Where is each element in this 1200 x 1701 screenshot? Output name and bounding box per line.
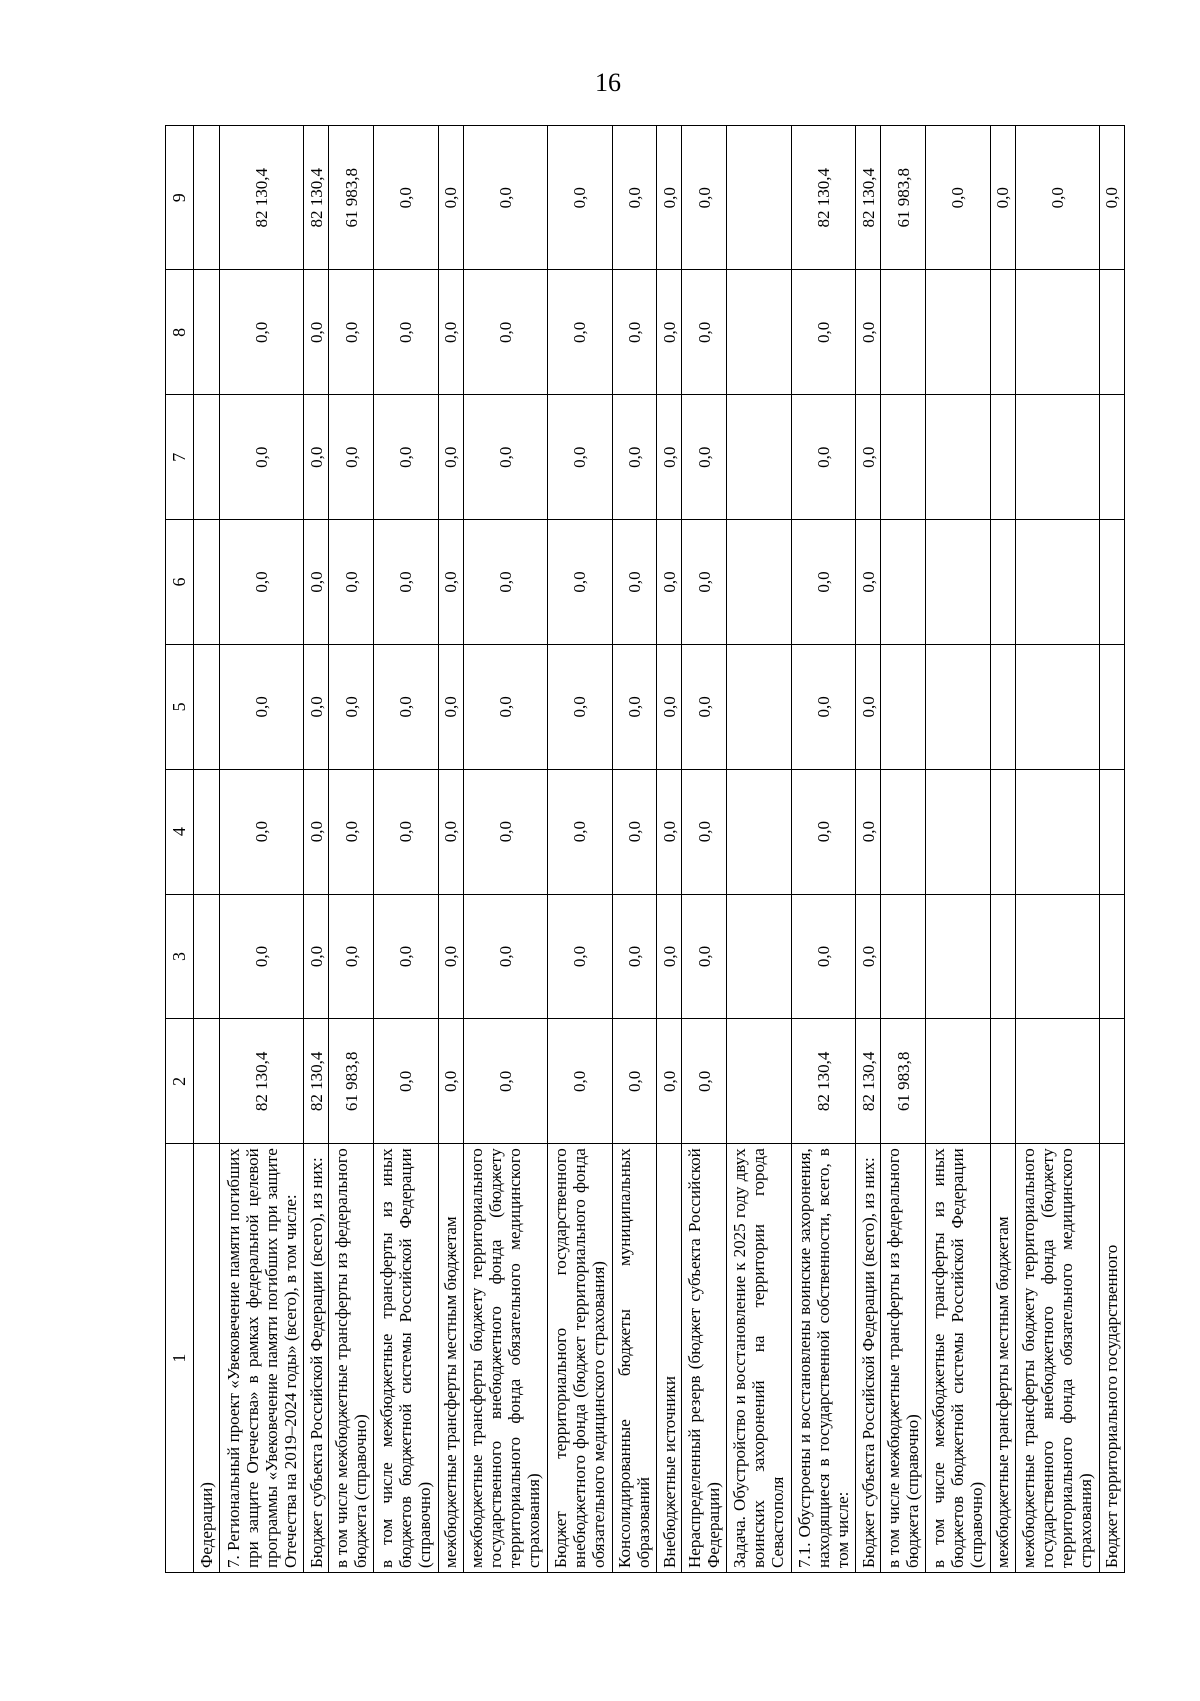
value-cell: 0,0 (682, 769, 727, 894)
table-cell (194, 395, 220, 520)
value-cell: 0,0 (304, 395, 329, 520)
value-cell (881, 894, 926, 1019)
value-cell: 0,0 (220, 395, 304, 520)
value-cell: 0,0 (374, 270, 439, 395)
value-cell: 0,0 (856, 894, 881, 1019)
value-cell: 0,0 (220, 270, 304, 395)
value-cell: 0,0 (463, 395, 547, 520)
value-cell: 61 983,8 (881, 1019, 926, 1144)
table-row (463, 126, 547, 1573)
value-cell (925, 769, 990, 894)
value-cell (881, 395, 926, 520)
value-cell (727, 644, 792, 769)
value-cell: 0,0 (548, 395, 613, 520)
value-cell (990, 1019, 1015, 1144)
value-cell: 0,0 (682, 126, 727, 270)
value-cell: 0,0 (463, 520, 547, 645)
value-cell (1099, 644, 1124, 769)
column-header: 2 (166, 1019, 194, 1144)
value-cell: 0,0 (791, 270, 856, 395)
value-cell: 0,0 (463, 894, 547, 1019)
value-cell: 0,0 (612, 520, 657, 645)
value-cell: 82 130,4 (856, 126, 881, 270)
value-cell: 0,0 (657, 1019, 682, 1144)
value-cell (925, 894, 990, 1019)
row-label: межбюджетные трансферты бюджету территориального государственного внебюджетного фонда (бюджету территориального фонда обязательного медицинского страхования) (1015, 1144, 1099, 1573)
value-cell: 0,0 (304, 894, 329, 1019)
value-cell: 0,0 (612, 644, 657, 769)
table-row (1099, 126, 1124, 1573)
value-cell (990, 395, 1015, 520)
value-cell (1099, 270, 1124, 395)
table-cell (194, 769, 220, 894)
value-cell (1099, 520, 1124, 645)
value-cell: 0,0 (438, 769, 463, 894)
row-label: в том числе межбюджетные трансферты из федерального бюджета (справочно) (881, 1144, 926, 1573)
value-cell: 0,0 (438, 644, 463, 769)
value-cell: 0,0 (329, 644, 374, 769)
column-header: 4 (166, 769, 194, 894)
value-cell: 0,0 (612, 126, 657, 270)
value-cell: 0,0 (374, 769, 439, 894)
value-cell: 82 130,4 (856, 1019, 881, 1144)
value-cell: 0,0 (548, 769, 613, 894)
value-cell (881, 270, 926, 395)
value-cell: 0,0 (304, 769, 329, 894)
value-cell: 0,0 (463, 644, 547, 769)
value-cell: 0,0 (1099, 126, 1124, 270)
value-cell: 0,0 (548, 644, 613, 769)
column-header: 8 (166, 270, 194, 395)
value-cell: 61 983,8 (881, 126, 926, 270)
value-cell: 82 130,4 (791, 1019, 856, 1144)
value-cell (1015, 520, 1099, 645)
value-cell (990, 894, 1015, 1019)
row-label: Бюджет территориального государственного (1099, 1144, 1124, 1573)
value-cell: 0,0 (856, 644, 881, 769)
value-cell: 0,0 (657, 270, 682, 395)
value-cell: 0,0 (438, 395, 463, 520)
value-cell (925, 395, 990, 520)
value-cell (727, 270, 792, 395)
table-row (856, 126, 881, 1573)
page-number: 16 (595, 68, 621, 97)
value-cell: 0,0 (612, 395, 657, 520)
table-cell (194, 520, 220, 645)
header-row (166, 126, 194, 1573)
value-cell (727, 1019, 792, 1144)
table-row (374, 126, 439, 1573)
value-cell: 82 130,4 (304, 126, 329, 270)
value-cell: 0,0 (682, 1019, 727, 1144)
value-cell (1015, 270, 1099, 395)
table-row (657, 126, 682, 1573)
table-row (881, 126, 926, 1573)
value-cell (990, 769, 1015, 894)
value-cell: 0,0 (304, 520, 329, 645)
value-cell: 61 983,8 (329, 1019, 374, 1144)
value-cell (925, 270, 990, 395)
value-cell (727, 894, 792, 1019)
value-cell (1015, 894, 1099, 1019)
table-row (304, 126, 329, 1573)
value-cell: 0,0 (682, 270, 727, 395)
value-cell: 0,0 (612, 270, 657, 395)
row-label: межбюджетные трансферты бюджету территориального государственного внебюджетного фонда (бюджету территориального фонда обязательного медицинского страхования) (463, 1144, 547, 1573)
value-cell: 0,0 (548, 270, 613, 395)
value-cell: 0,0 (612, 894, 657, 1019)
value-cell (881, 769, 926, 894)
value-cell: 0,0 (682, 520, 727, 645)
value-cell (1099, 395, 1124, 520)
value-cell: 0,0 (548, 126, 613, 270)
value-cell: 82 130,4 (791, 126, 856, 270)
value-cell: 0,0 (856, 395, 881, 520)
value-cell: 0,0 (791, 395, 856, 520)
value-cell: 0,0 (682, 395, 727, 520)
value-cell: 0,0 (220, 644, 304, 769)
value-cell: 0,0 (374, 126, 439, 270)
row-label: Бюджет территориального государственного внебюджетного фонда (бюджет территориального фонда обязательного медицинского страхования) (548, 1144, 613, 1573)
column-header: 1 (166, 1144, 194, 1573)
value-cell: 0,0 (657, 520, 682, 645)
table-row (727, 126, 792, 1573)
value-cell: 0,0 (304, 270, 329, 395)
value-cell (1015, 395, 1099, 520)
value-cell (925, 520, 990, 645)
value-cell: 0,0 (856, 270, 881, 395)
row-label: Задача. Обустройство и восстановление к 2025 году двух воинских захоронений на территории города Севастополя (727, 1144, 792, 1573)
value-cell (990, 520, 1015, 645)
value-cell (925, 644, 990, 769)
value-cell: 0,0 (329, 270, 374, 395)
value-cell (881, 644, 926, 769)
table-cell (194, 1019, 220, 1144)
value-cell: 0,0 (463, 126, 547, 270)
value-cell (727, 126, 792, 270)
value-cell: 0,0 (438, 126, 463, 270)
value-cell: 0,0 (791, 520, 856, 645)
value-cell: 0,0 (374, 894, 439, 1019)
table-row (990, 126, 1015, 1573)
table-cell (194, 126, 220, 270)
value-cell: 0,0 (304, 644, 329, 769)
value-cell: 82 130,4 (220, 1019, 304, 1144)
value-cell: 0,0 (657, 769, 682, 894)
value-cell: 0,0 (682, 894, 727, 1019)
row-label: 7. Региональный проект «Увековечение памяти погибших при защите Отечества» в рамках федеральной целевой программы «Увековечение памяти погибших при защите Отечества на 2019–2024 годы» (всего), в том числе: (220, 1144, 304, 1573)
value-cell (990, 644, 1015, 769)
column-header: 5 (166, 644, 194, 769)
value-cell: 0,0 (657, 395, 682, 520)
value-cell: 82 130,4 (220, 126, 304, 270)
value-cell: 0,0 (374, 395, 439, 520)
value-cell: 0,0 (374, 644, 439, 769)
value-cell: 0,0 (657, 894, 682, 1019)
value-cell (881, 520, 926, 645)
table-row (925, 126, 990, 1573)
row-label: 7.1. Обустроены и восстановлены воинские захоронения, находящиеся в государственной собственности, всего, в том числе: (791, 1144, 856, 1573)
table-row (220, 126, 304, 1573)
value-cell: 0,0 (374, 520, 439, 645)
row-label: в том числе межбюджетные трансферты из федерального бюджета (справочно) (329, 1144, 374, 1573)
value-cell: 0,0 (438, 270, 463, 395)
table-row (438, 126, 463, 1573)
value-cell: 0,0 (220, 894, 304, 1019)
value-cell: 0,0 (548, 894, 613, 1019)
continuation-row (194, 126, 220, 1573)
table-row (612, 126, 657, 1573)
value-cell: 0,0 (463, 769, 547, 894)
value-cell: 0,0 (329, 894, 374, 1019)
value-cell: 0,0 (329, 520, 374, 645)
rotated-table-container (165, 125, 1125, 1573)
value-cell: 0,0 (925, 126, 990, 270)
value-cell: 0,0 (438, 520, 463, 645)
value-cell: 0,0 (329, 395, 374, 520)
row-label: Бюджет субъекта Российской Федерации (всего), из них: (304, 1144, 329, 1573)
value-cell (1099, 1019, 1124, 1144)
value-cell (1015, 1019, 1099, 1144)
table-cell (194, 644, 220, 769)
value-cell: 0,0 (657, 126, 682, 270)
value-cell (1015, 769, 1099, 894)
row-label: Нераспределенный резерв (бюджет субъекта Российской Федерации) (682, 1144, 727, 1573)
table-cell (194, 894, 220, 1019)
value-cell (1099, 769, 1124, 894)
row-label: межбюджетные трансферты местным бюджетам (438, 1144, 463, 1573)
column-header: 3 (166, 894, 194, 1019)
value-cell: 0,0 (438, 1019, 463, 1144)
table-row (329, 126, 374, 1573)
value-cell: 82 130,4 (304, 1019, 329, 1144)
value-cell (1015, 644, 1099, 769)
value-cell (1099, 894, 1124, 1019)
value-cell: 0,0 (990, 126, 1015, 270)
budget-table (165, 125, 1125, 1573)
table-row (548, 126, 613, 1573)
value-cell: 0,0 (220, 520, 304, 645)
column-header: 6 (166, 520, 194, 645)
value-cell: 0,0 (438, 894, 463, 1019)
value-cell: 0,0 (220, 769, 304, 894)
column-header: 7 (166, 395, 194, 520)
value-cell: 0,0 (548, 520, 613, 645)
value-cell: 0,0 (791, 894, 856, 1019)
table-row (1015, 126, 1099, 1573)
value-cell (727, 520, 792, 645)
table-cell (194, 270, 220, 395)
value-cell (925, 1019, 990, 1144)
table-row (791, 126, 856, 1573)
value-cell: 0,0 (856, 520, 881, 645)
row-label: межбюджетные трансферты местным бюджетам (990, 1144, 1015, 1573)
value-cell: 0,0 (612, 769, 657, 894)
value-cell: 0,0 (329, 769, 374, 894)
value-cell: 0,0 (1015, 126, 1099, 270)
value-cell: 0,0 (463, 1019, 547, 1144)
row-label: Федерации) (194, 1144, 220, 1573)
row-label: Бюджет субъекта Российской Федерации (всего), из них: (856, 1144, 881, 1573)
value-cell: 61 983,8 (329, 126, 374, 270)
value-cell: 0,0 (548, 1019, 613, 1144)
row-label: Консолидированные бюджеты муниципальных образований (612, 1144, 657, 1573)
value-cell: 0,0 (791, 644, 856, 769)
value-cell (727, 395, 792, 520)
value-cell: 0,0 (682, 644, 727, 769)
value-cell: 0,0 (463, 270, 547, 395)
value-cell: 0,0 (374, 1019, 439, 1144)
value-cell (990, 270, 1015, 395)
value-cell: 0,0 (856, 769, 881, 894)
table-frame (165, 125, 1125, 1573)
row-label: в том числе межбюджетные трансферты из иных бюджетов бюджетной системы Российской Федерации (справочно) (925, 1144, 990, 1573)
column-header: 9 (166, 126, 194, 270)
value-cell: 0,0 (612, 1019, 657, 1144)
value-cell: 0,0 (657, 644, 682, 769)
table-row (682, 126, 727, 1573)
value-cell: 0,0 (791, 769, 856, 894)
value-cell (727, 769, 792, 894)
row-label: Внебюджетные источники (657, 1144, 682, 1573)
row-label: в том числе межбюджетные трансферты из иных бюджетов бюджетной системы Российской Федерации (справочно) (374, 1144, 439, 1573)
